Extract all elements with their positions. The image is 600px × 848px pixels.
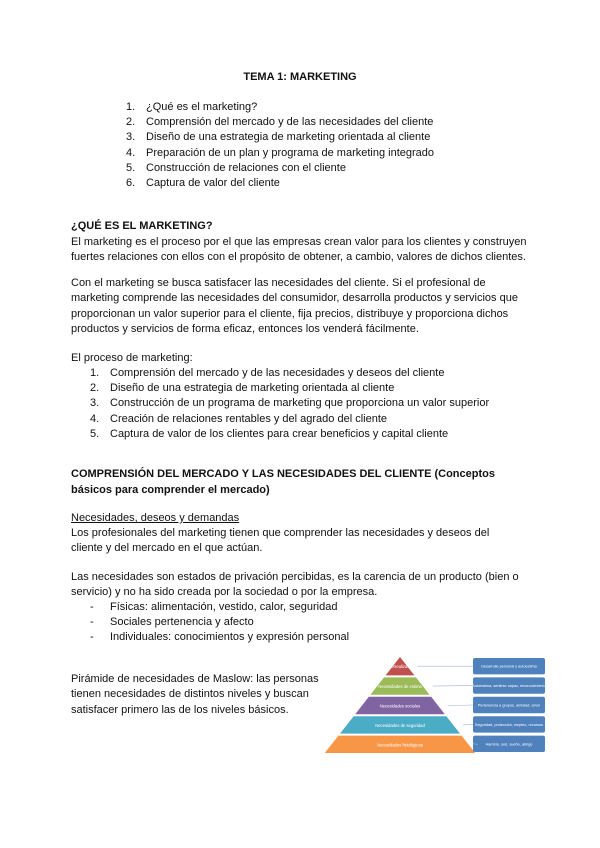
pyramid-note-text: Seguridad, protección, empleo, recursos — [474, 722, 544, 727]
pyramid-level-label: Necesidades de estima — [378, 684, 422, 690]
maslow-paragraph: Pirámide de necesidades de Maslow: las personas tienen necesidades de distintos niveles y buscan satisfacer primero las de los niveles básicos. — [71, 673, 319, 716]
topic-index — [126, 100, 434, 191]
pyramid-level-label: Necesidades de seguridad — [375, 722, 425, 728]
maslow-pyramid — [320, 652, 550, 762]
process-steps — [90, 366, 489, 442]
list-item: 6. Captura de valor del cliente — [126, 177, 280, 190]
pyramid-note-text: Hambre, sed, sueño, abrigo — [485, 742, 533, 747]
list-item: 2. Comprensión del mercado y de las necesidades del cliente — [126, 116, 434, 129]
definition-paragraph: El marketing es el proceso por el que las empresas crean valor para los clientes y construyen fuertes relaciones con ellos con el propósito de obtener, a cambio, valores de dichos clientes. — [71, 236, 527, 264]
pyramid-level-label: Necesidades sociales — [379, 703, 421, 709]
list-item: 1. ¿Qué es el marketing? — [126, 101, 258, 113]
pyramid-note-text: Autoestima, sentirse capaz, reconocimiento — [472, 684, 546, 689]
pyramid-level-label: Necesidades fisiológicas — [377, 742, 423, 748]
list-item: 3. Construcción de un programa de marketing que proporciona un valor superior — [90, 397, 490, 410]
list-item: 2. Diseño de una estrategia de marketing orientada al cliente — [90, 382, 395, 395]
needs-list — [90, 600, 349, 646]
list-item: 3. Diseño de una estrategia de marketing orientada al cliente — [126, 131, 431, 144]
list-item: 4. Preparación de un plan y programa de marketing integrado — [126, 146, 435, 159]
list-item: 4. Creación de relaciones rentables y del agrado del cliente — [90, 412, 388, 425]
pyramid-connector — [463, 724, 473, 725]
list-item: 1. Comprensión del mercado y de las necesidades y deseos del cliente — [90, 367, 445, 379]
pyramid-note-text: Desarrollo personal y autoestima — [481, 664, 537, 669]
page-title: TEMA 1: MARKETING — [243, 71, 357, 83]
list-item: - Individuales: conocimientos y expresión personal — [90, 631, 350, 644]
process-intro: El proceso de marketing: — [71, 352, 193, 364]
list-item: 5. Captura de valor de los clientes para crear beneficios y capital cliente — [90, 427, 449, 440]
list-item: - Físicas: alimentación, vestido, calor, seguridad — [90, 601, 338, 613]
needs-paragraph-2: Las necesidades son estados de privación percibidas, es la carencia de un producto (bien o servicio) y no ha sido creada por la sociedad o por la empresa. — [71, 571, 519, 599]
pyramid-note-text: Pertenencia a grupos, amistad, amor — [477, 703, 541, 708]
section-heading-marketing: ¿QUÉ ES EL MARKETING? — [71, 220, 213, 232]
purpose-paragraph: Con el marketing se busca satisfacer las necesidades del cliente. Si el profesional de marketing comprende las necesidades del consumidor, desarrolla productos y servicios que proporcionan un valor superior para el cliente, fija precios, distribuye y proporciona dichos productos y servicios de forma eficaz, entonces los venderá fácilmente. — [71, 277, 518, 335]
subheading-needs: Necesidades, deseos y demandas — [71, 512, 240, 524]
pyramid-level-label: Autorrealización — [384, 664, 416, 670]
needs-paragraph-1: Los profesionales del marketing tienen que comprender las necesidades y deseos del cliente y del mercado en el que actúan. — [71, 527, 490, 555]
section-heading-market: COMPRENSIÓN DEL MERCADO Y LAS NECESIDADES DEL CLIENTE (Conceptos básicos para comprender el mercado) — [71, 468, 495, 496]
list-item: 5. Construcción de relaciones con el cliente — [126, 161, 346, 174]
pyramid-connector — [448, 705, 473, 706]
pyramid-connector — [433, 686, 473, 687]
list-item: - Sociales pertenencia y afecto — [90, 616, 254, 629]
